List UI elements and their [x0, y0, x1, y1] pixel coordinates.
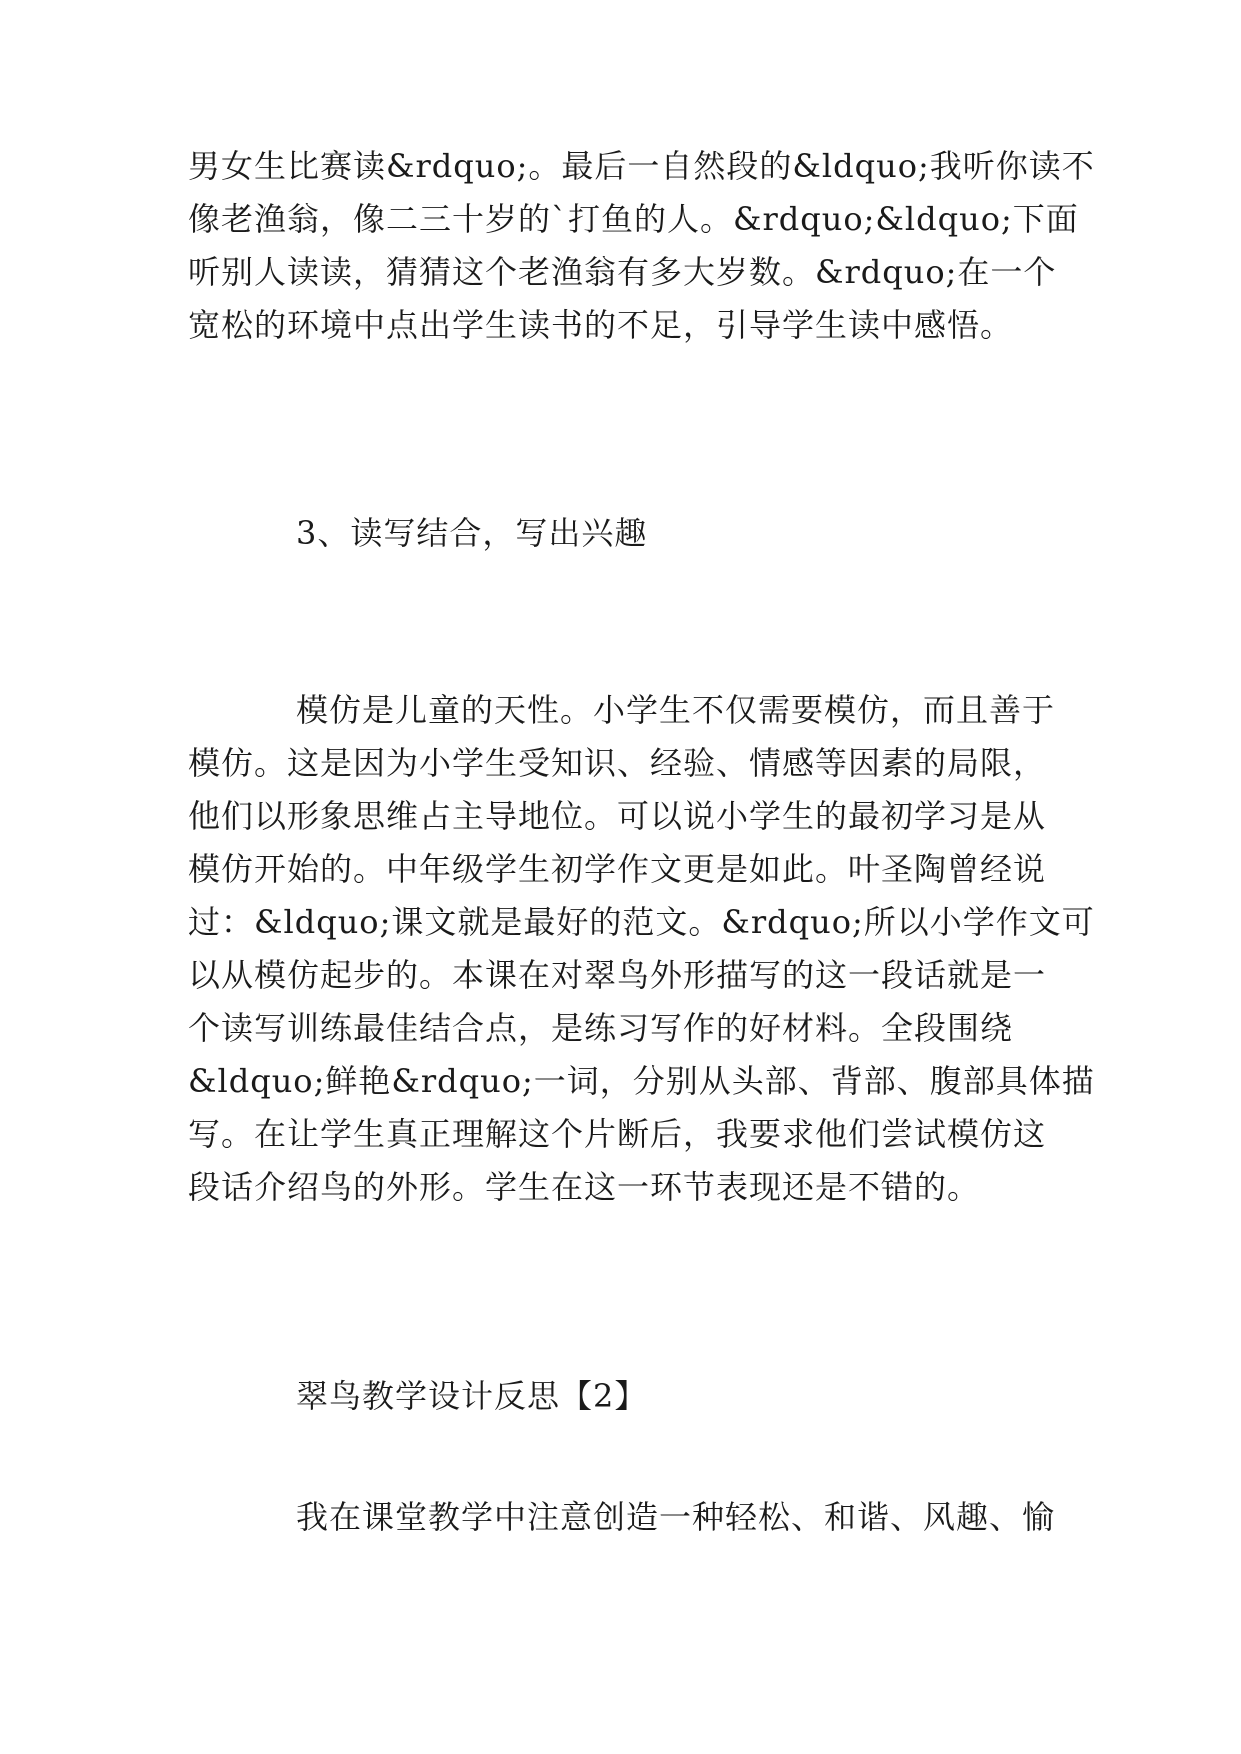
paragraph-line: 个读写训练最佳结合点，是练习写作的好材料。全段围绕: [188, 1009, 1014, 1047]
paragraph-line: 听别人读读，猜猜这个老渔翁有多大岁数。&rdquo;在一个: [188, 253, 1057, 291]
paragraph-line: &ldquo;鲜艳&rdquo;一词，分别从头部、背部、腹部具体描: [188, 1062, 1095, 1100]
paragraph-line: 他们以形象思维占主导地位。可以说小学生的最初学习是从: [188, 797, 1047, 835]
paragraph-line: 段话介绍鸟的外形。学生在这一环节表现还是不错的。: [188, 1168, 981, 1206]
paragraph-line: 宽松的环境中点出学生读书的不足，引导学生读中感悟。: [188, 306, 1014, 344]
paragraph-line: 过：&ldquo;课文就是最好的范文。&rdquo;所以小学作文可: [188, 903, 1095, 941]
section-title: 翠鸟教学设计反思【2】: [296, 1377, 648, 1415]
section-heading: 3、读写结合，写出兴趣: [296, 514, 648, 552]
paragraph-line: 我在课堂教学中注意创造一种轻松、和谐、风趣、愉: [296, 1498, 1056, 1536]
paragraph-line: 像老渔翁，像二三十岁的`打鱼的人。&rdquo;&ldquo;下面: [188, 200, 1079, 238]
paragraph-line: 模仿是儿童的天性。小学生不仅需要模仿，而且善于: [296, 691, 1056, 729]
paragraph-line: 写。在让学生真正理解这个片断后，我要求他们尝试模仿这: [188, 1115, 1047, 1153]
paragraph-line: 男女生比赛读&rdquo;。最后一自然段的&ldquo;我听你读不: [188, 147, 1095, 185]
paragraph-line: 模仿开始的。中年级学生初学作文更是如此。叶圣陶曾经说: [188, 850, 1047, 888]
paragraph-line: 以从模仿起步的。本课在对翠鸟外形描写的这一段话就是一: [188, 956, 1047, 994]
paragraph-line: 模仿。这是因为小学生受知识、经验、情感等因素的局限，: [188, 744, 1047, 782]
